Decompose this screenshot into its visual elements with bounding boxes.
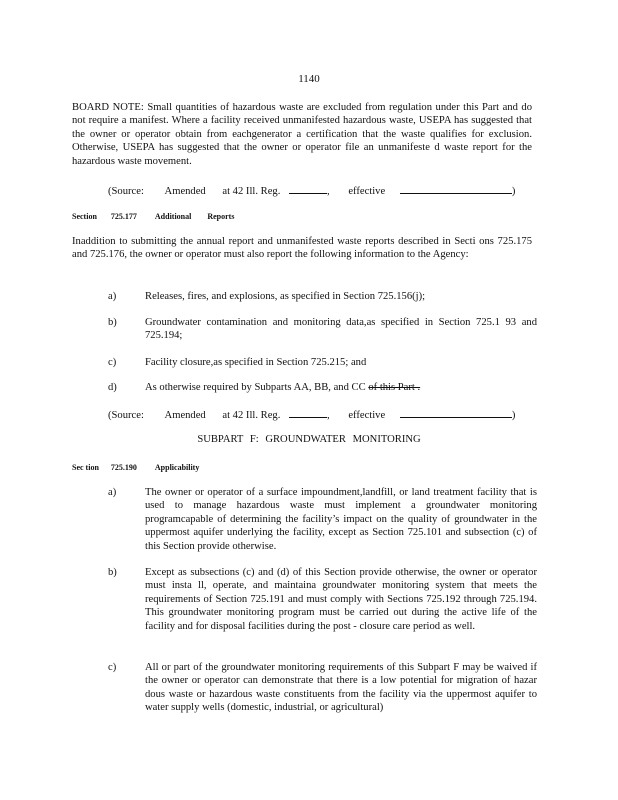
item-text-struck: of this Part . (368, 382, 421, 393)
item-text: All or part of the groundwater monitoring requirements of this Subpart F may be waived if the owner or operator can demonstrate that there is a low potential for migration of hazar dous waste or hazardous waste constituents from the facility via the uppermost aquifer to water supply wells (domestic, industrial, or agricultural) (145, 662, 537, 714)
item-text: Groundwater contamination and monitoring data,as specified in Section 725.1 93 and 725.194; (145, 317, 537, 342)
item-label: a) (108, 291, 117, 302)
item-text (145, 381, 537, 394)
section-heading-725-190 (72, 461, 199, 474)
item-text: Except as subsections (c) and (d) of this Section provide otherwise, the owner or operator must insta ll, operate, and maintaina groundwater monitoring system that meets the requirements of Section 725.191 and must comply with Sections 725.192 through 725.194. This groundwater monitoring program must be carried out during the active life of the facility and for disposal facilities during the post - closure care period as well. (145, 567, 537, 632)
item-label: d) (108, 382, 117, 393)
subpart-heading: SUBPART F: GROUNDWATER MONITORING (197, 434, 421, 445)
source-blank-reg (289, 183, 327, 194)
source-blank-date (400, 183, 512, 194)
item-label: c) (108, 357, 117, 368)
source-close: ) (511, 186, 516, 197)
section-number: 725.177 (110, 212, 137, 221)
source-close: ) (511, 410, 516, 421)
section-title: Applicability (154, 463, 200, 472)
page-number: 1140 (298, 73, 320, 85)
item-label: c) (108, 662, 117, 673)
source-at: at 42 Ill. Reg. (222, 186, 281, 197)
source-effective: effective (348, 186, 386, 197)
item-label: a) (108, 487, 117, 498)
source-blank-date (400, 407, 512, 418)
board-note: BOARD NOTE: Small quantities of hazardous waste are excluded from regulation under this Part and do not require a manifest. Where a facility received unmanifested hazardous waste, USEPA has suggested that the owner or operator obtain from eachgenerator a certification that the waste qualifies for exclusion. Otherwise, USEPA has suggested that the owner or operator file an unmanifeste d waste report for the hazardous waste movement. (72, 102, 532, 167)
item-text-main: As otherwise required by Subparts AA, BB, and CC (145, 382, 366, 393)
item-label: b) (108, 567, 117, 578)
source-comma: , (327, 186, 330, 197)
section-heading-725-177 (72, 210, 234, 223)
item-text: Releases, fires, and explosions, as specified in Section 725.156(j); (145, 291, 426, 302)
source-effective: effective (348, 410, 386, 421)
source-open: (Source: (108, 410, 144, 421)
source-line (108, 183, 528, 198)
item-text: Facility closure,as specified in Section 725.215; and (145, 357, 367, 368)
section-word: Sec tion (72, 463, 99, 472)
source-comma: , (327, 410, 330, 421)
item-label: b) (108, 317, 117, 328)
source-amended: Amended (164, 186, 206, 197)
source-open: (Source: (108, 186, 144, 197)
section-725-177-intro: Inaddition to submitting the annual report and unmanifested waste reports described in Secti ons 725.175 and 725.176, the owner or operator must also report the following information to the Agency: (72, 236, 532, 261)
source-blank-reg (289, 407, 327, 418)
source-amended: Amended (164, 410, 206, 421)
section-title: Additional Reports (154, 212, 235, 221)
source-at: at 42 Ill. Reg. (222, 410, 281, 421)
section-number: 725.190 (110, 463, 137, 472)
source-line (108, 407, 528, 422)
section-word: Section (72, 212, 97, 221)
item-text: The owner or operator of a surface impoundment,landfill, or land treatment facility that is used to manage hazardous waste must implement a groundwater monitoring programcapable of determining the facility’s impact on the quality of groundwater in the uppermost aquifer underlying the facility, except as Section 725.101 and subsection (c) of this Section provide otherwise. (145, 487, 537, 552)
